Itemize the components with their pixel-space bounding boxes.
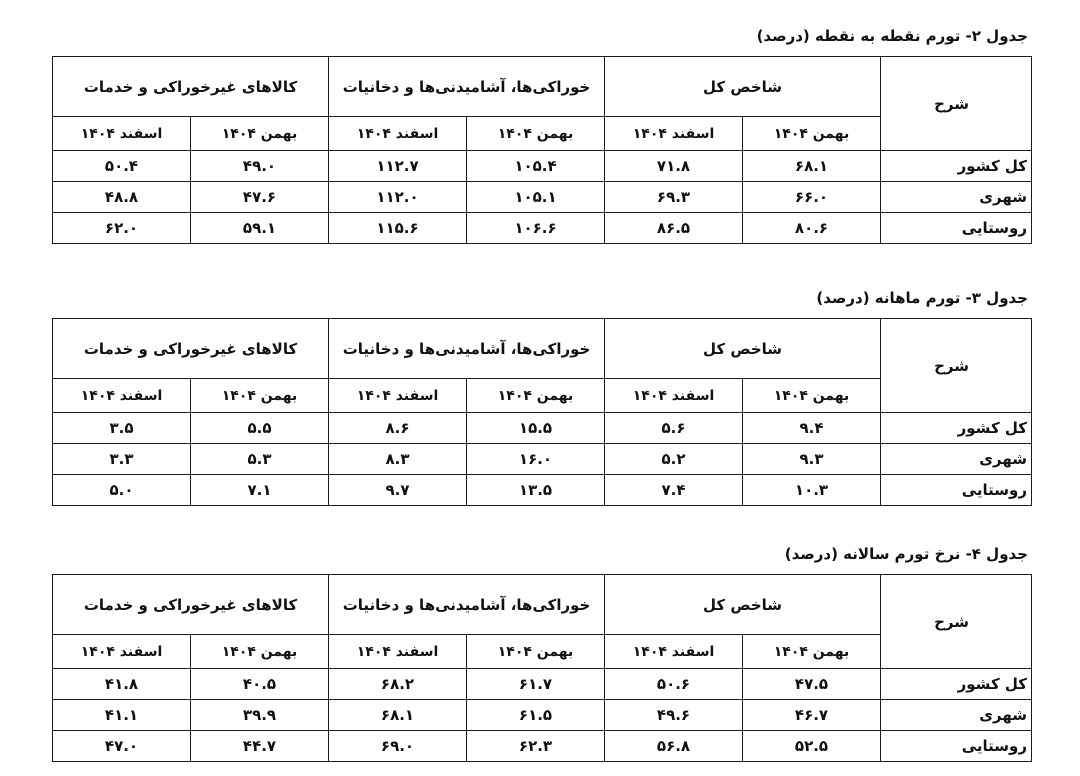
value-cell: ۴۱.۱: [53, 700, 191, 731]
value-cell: ۸۶.۵: [605, 213, 743, 244]
table-row: [53, 151, 1032, 182]
monthly-inflation-table: [52, 318, 1032, 506]
subheader-cell: بهمن ۱۴۰۴: [467, 635, 605, 669]
table-caption: جدول ۲- تورم نقطه به نقطه (درصد): [756, 27, 1028, 45]
table-row: [53, 700, 1032, 731]
row-label: روستایی: [881, 475, 1032, 506]
subheader-cell: اسفند ۱۴۰۴: [605, 117, 743, 151]
value-cell: ۱۰.۳: [743, 475, 881, 506]
value-cell: ۴۰.۵: [191, 669, 329, 700]
value-cell: ۴۷.۵: [743, 669, 881, 700]
subheader-cell: اسفند ۱۴۰۴: [329, 379, 467, 413]
table-caption: جدول ۴- نرخ تورم سالانه (درصد): [784, 545, 1028, 563]
subheader-cell: بهمن ۱۴۰۴: [467, 117, 605, 151]
value-cell: ۱۵.۵: [467, 413, 605, 444]
row-label: کل کشور: [881, 413, 1032, 444]
row-label: روستایی: [881, 731, 1032, 762]
row-label: کل کشور: [881, 669, 1032, 700]
value-cell: ۱۰۵.۴: [467, 151, 605, 182]
value-cell: ۵.۰: [53, 475, 191, 506]
value-cell: ۴۴.۷: [191, 731, 329, 762]
table-row: [53, 669, 1032, 700]
group-header-row: [53, 319, 1032, 379]
value-cell: ۵۲.۵: [743, 731, 881, 762]
value-cell: ۵۶.۸: [605, 731, 743, 762]
value-cell: ۴۱.۸: [53, 669, 191, 700]
annual-inflation-table: [52, 574, 1032, 762]
value-cell: ۳.۵: [53, 413, 191, 444]
value-cell: ۵.۳: [191, 444, 329, 475]
value-cell: ۶۱.۷: [467, 669, 605, 700]
subheader-cell: بهمن ۱۴۰۴: [191, 379, 329, 413]
value-cell: ۵۰.۶: [605, 669, 743, 700]
subheader-cell: بهمن ۱۴۰۴: [743, 379, 881, 413]
value-cell: ۱۱۵.۶: [329, 213, 467, 244]
value-cell: ۶۸.۲: [329, 669, 467, 700]
subheader-cell: بهمن ۱۴۰۴: [191, 635, 329, 669]
value-cell: ۱۶.۰: [467, 444, 605, 475]
group-header-cell: کالاهای غیرخوراکی و خدمات: [53, 575, 329, 635]
table-caption: جدول ۳- تورم ماهانه (درصد): [816, 289, 1028, 307]
group-header-cell: خوراکی‌ها، آشامیدنی‌ها و دخانیات: [329, 57, 605, 117]
row-label: شهری: [881, 444, 1032, 475]
group-header-cell: خوراکی‌ها، آشامیدنی‌ها و دخانیات: [329, 575, 605, 635]
value-cell: ۵.۵: [191, 413, 329, 444]
value-cell: ۶۲.۰: [53, 213, 191, 244]
value-cell: ۸.۶: [329, 413, 467, 444]
value-cell: ۹.۳: [743, 444, 881, 475]
value-cell: ۴۹.۰: [191, 151, 329, 182]
table-row: [53, 444, 1032, 475]
value-cell: ۸.۳: [329, 444, 467, 475]
value-cell: ۴۶.۷: [743, 700, 881, 731]
value-cell: ۹.۷: [329, 475, 467, 506]
group-header-cell: کالاهای غیرخوراکی و خدمات: [53, 57, 329, 117]
subheader-cell: بهمن ۱۴۰۴: [743, 635, 881, 669]
table-row: [53, 413, 1032, 444]
subheader-cell: اسفند ۱۴۰۴: [329, 635, 467, 669]
table-row: [53, 475, 1032, 506]
value-cell: ۴۸.۸: [53, 182, 191, 213]
value-cell: ۵۰.۴: [53, 151, 191, 182]
subheader-cell: اسفند ۱۴۰۴: [53, 635, 191, 669]
group-header-row: [53, 575, 1032, 635]
value-cell: ۶۹.۳: [605, 182, 743, 213]
value-cell: ۶۲.۳: [467, 731, 605, 762]
value-cell: ۶۸.۱: [329, 700, 467, 731]
subheader-cell: بهمن ۱۴۰۴: [743, 117, 881, 151]
value-cell: ۶۸.۱: [743, 151, 881, 182]
row-header-cell: شرح: [881, 319, 1032, 413]
group-header-cell: شاخص کل: [605, 57, 881, 117]
group-header-cell: خوراکی‌ها، آشامیدنی‌ها و دخانیات: [329, 319, 605, 379]
value-cell: ۷.۴: [605, 475, 743, 506]
value-cell: ۶۹.۰: [329, 731, 467, 762]
value-cell: ۳.۳: [53, 444, 191, 475]
subheader-cell: اسفند ۱۴۰۴: [53, 117, 191, 151]
value-cell: ۱۰۶.۶: [467, 213, 605, 244]
group-header-cell: شاخص کل: [605, 575, 881, 635]
value-cell: ۸۰.۶: [743, 213, 881, 244]
value-cell: ۴۷.۰: [53, 731, 191, 762]
subheader-cell: بهمن ۱۴۰۴: [467, 379, 605, 413]
table-row: [53, 213, 1032, 244]
value-cell: ۳۹.۹: [191, 700, 329, 731]
value-cell: ۹.۴: [743, 413, 881, 444]
row-label: روستایی: [881, 213, 1032, 244]
value-cell: ۱۱۲.۷: [329, 151, 467, 182]
subheader-cell: بهمن ۱۴۰۴: [191, 117, 329, 151]
value-cell: ۵۹.۱: [191, 213, 329, 244]
subheader-cell: اسفند ۱۴۰۴: [605, 635, 743, 669]
row-label: شهری: [881, 182, 1032, 213]
value-cell: ۴۷.۶: [191, 182, 329, 213]
value-cell: ۵.۶: [605, 413, 743, 444]
subheader-cell: اسفند ۱۴۰۴: [53, 379, 191, 413]
row-label: کل کشور: [881, 151, 1032, 182]
value-cell: ۷.۱: [191, 475, 329, 506]
value-cell: ۷۱.۸: [605, 151, 743, 182]
subheader-cell: اسفند ۱۴۰۴: [329, 117, 467, 151]
row-header-cell: شرح: [881, 575, 1032, 669]
value-cell: ۶۶.۰: [743, 182, 881, 213]
value-cell: ۴۹.۶: [605, 700, 743, 731]
value-cell: ۶۱.۵: [467, 700, 605, 731]
value-cell: ۱۳.۵: [467, 475, 605, 506]
row-label: شهری: [881, 700, 1032, 731]
value-cell: ۱۱۲.۰: [329, 182, 467, 213]
value-cell: ۱۰۵.۱: [467, 182, 605, 213]
row-header-cell: شرح: [881, 57, 1032, 151]
table-row: [53, 731, 1032, 762]
group-header-cell: شاخص کل: [605, 319, 881, 379]
value-cell: ۵.۲: [605, 444, 743, 475]
group-header-row: [53, 57, 1032, 117]
subheader-cell: اسفند ۱۴۰۴: [605, 379, 743, 413]
table-row: [53, 182, 1032, 213]
group-header-cell: کالاهای غیرخوراکی و خدمات: [53, 319, 329, 379]
point-to-point-inflation-table: [52, 56, 1032, 244]
